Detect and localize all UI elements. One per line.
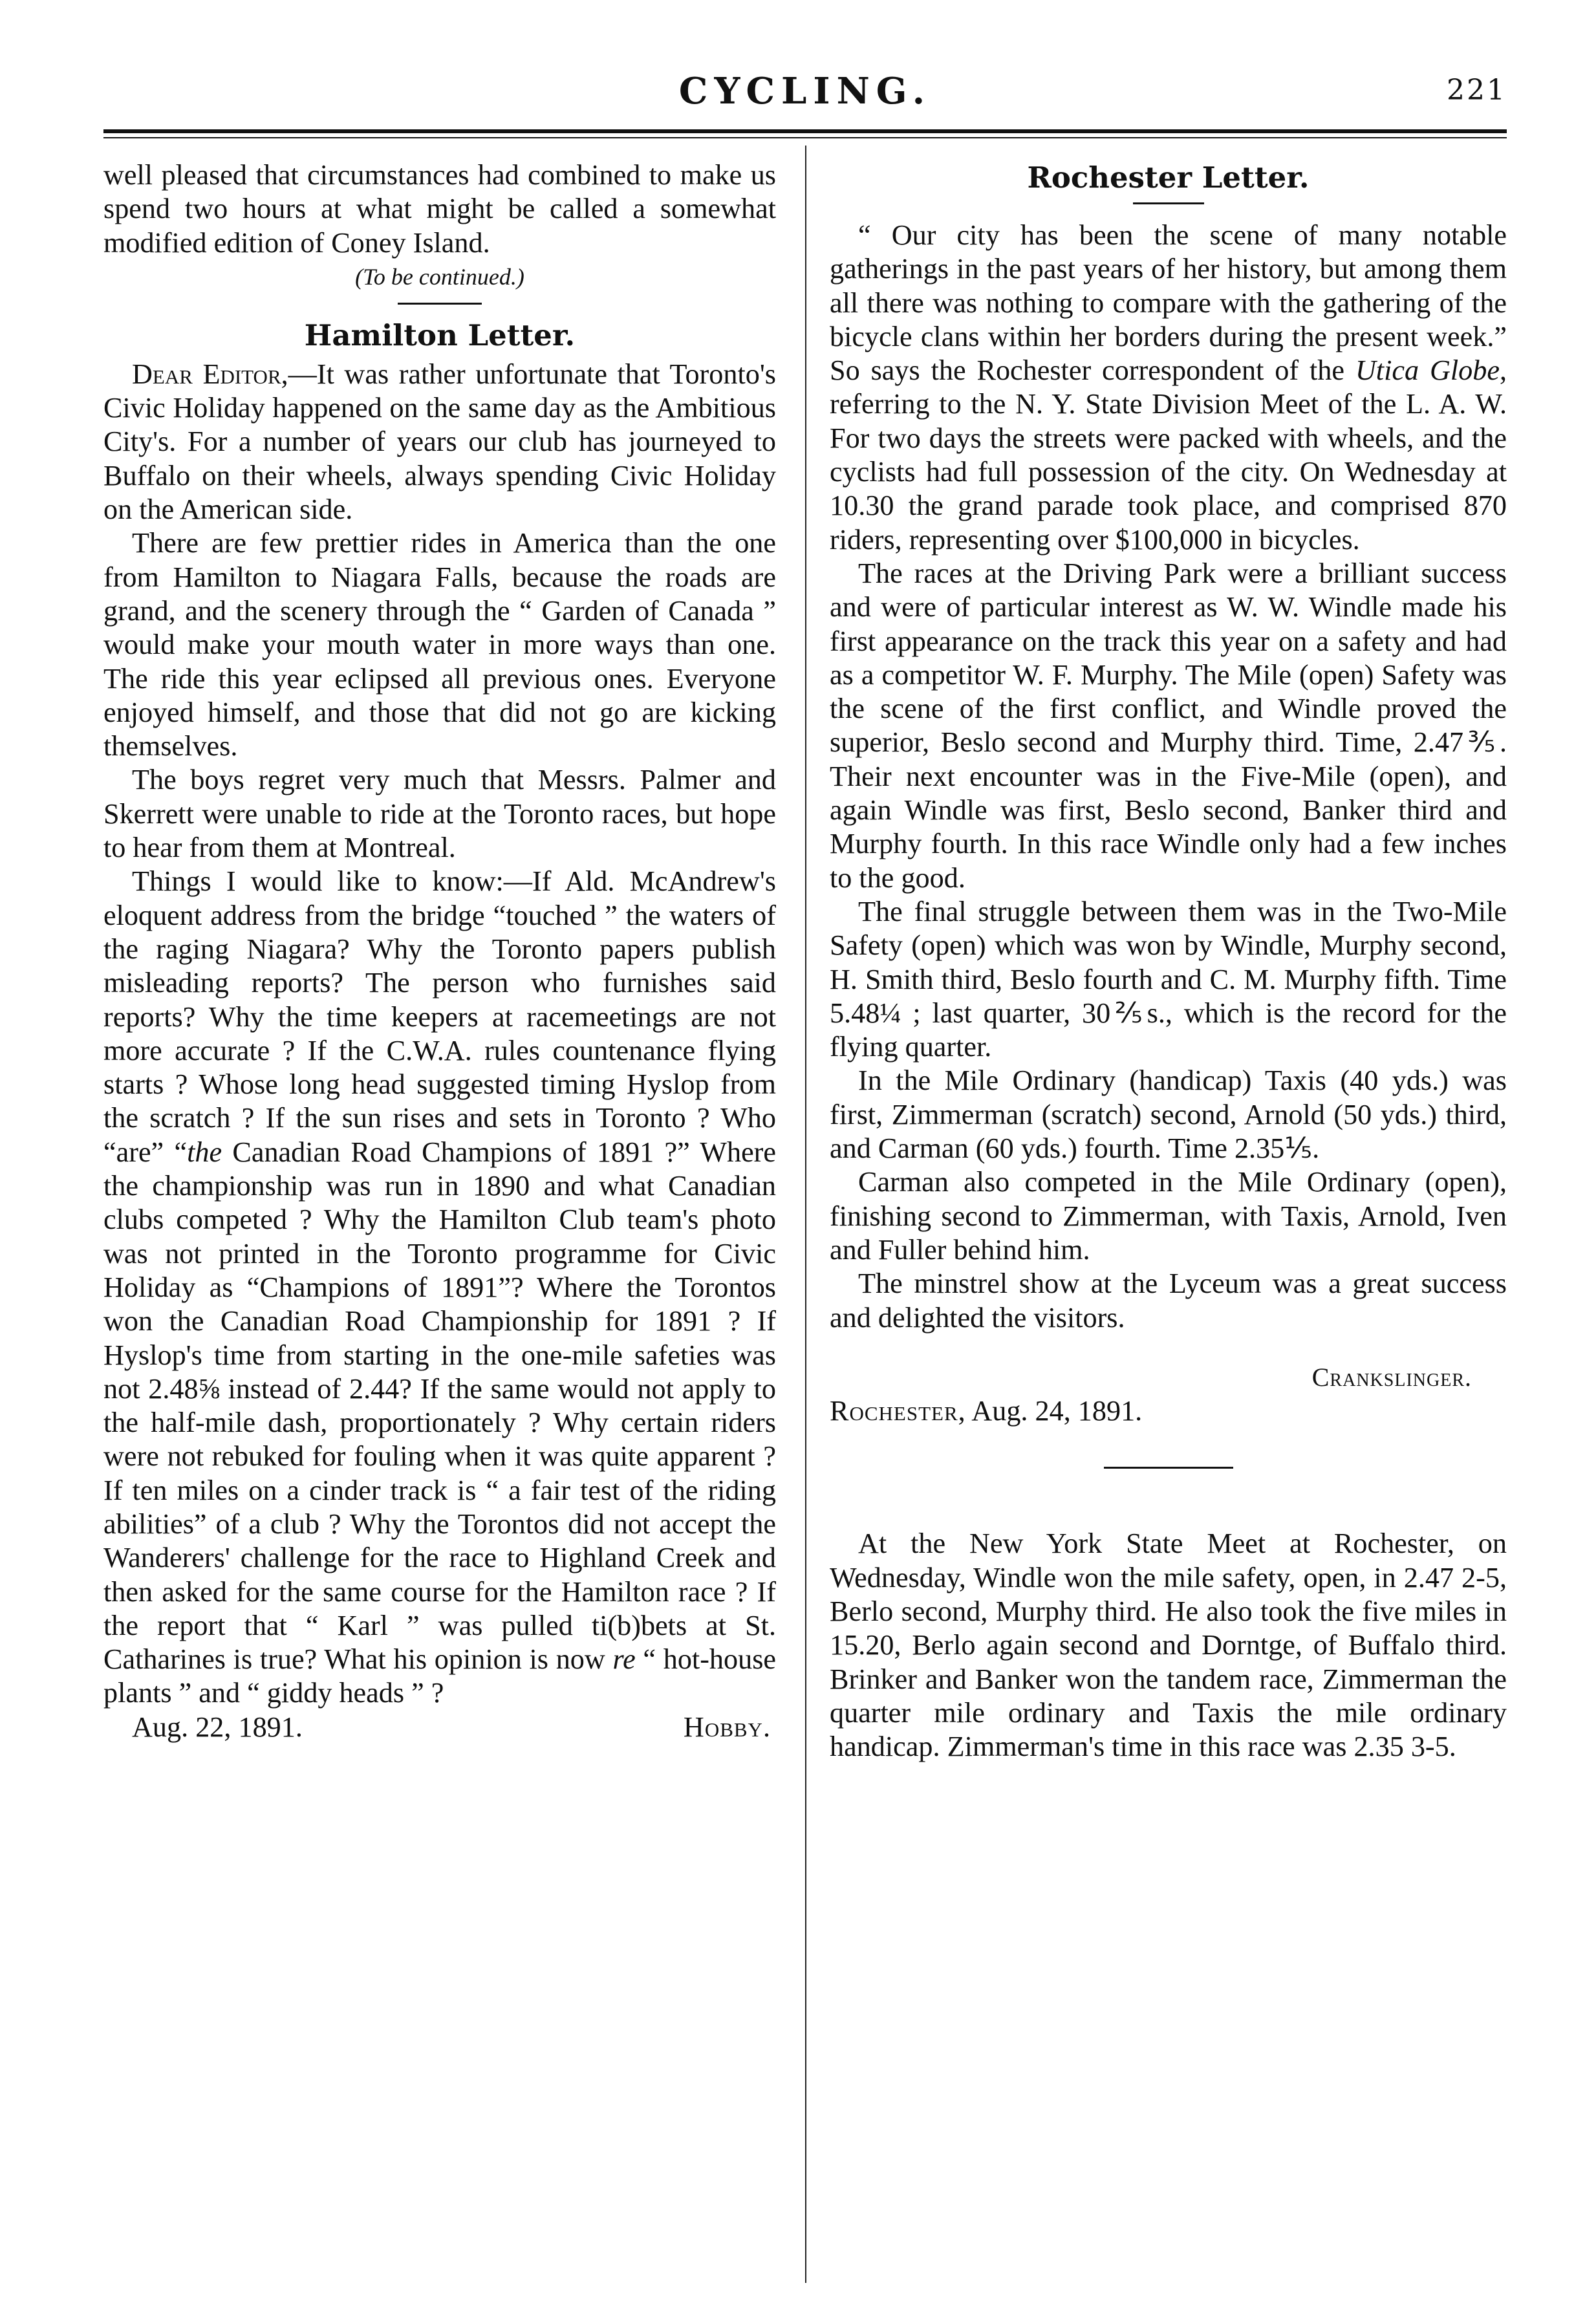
hamilton-paragraph-4-part-c: “ hot-house plants ” and “ giddy heads ” ? — [103, 1643, 776, 1709]
continued-paragraph: well pleased that circumstances had combined to make us spend two hours at what might be called a somewhat modified edition of Coney Island. — [103, 159, 776, 259]
column-divider — [805, 146, 806, 2283]
magazine-title: CYCLING. — [678, 70, 932, 113]
hamilton-paragraph-4-part-a: Things I would like to know:—If Ald. McAndrew's eloquent address from the bridge “touched ” the waters of the raging Niagara? Why the Toronto papers publish misleading reports? The person who furnishes said reports? Why the time keepers at racemeetings are not more accurate ? If the C.W.A. rules countenance flying starts ? Whose long head suggested timing Hyslop from the scratch ? If the sun rises and sets in Toronto ? Who “are” “ — [103, 865, 776, 1168]
header-rule-thin — [103, 137, 1507, 138]
rochester-signature: Crankslinger. — [1311, 1362, 1472, 1392]
hamilton-paragraph-1-text: —It was rather unfortunate that Toronto's Civic Holiday happened on the same day as the Ambitious City's. For a number of years our club has journeyed to Buffalo on their wheels, always spending Civic Holiday on the American side. — [103, 358, 776, 526]
hamilton-paragraph-4-part-b: Canadian Road Champions of 1891 ?” Where the championship was run in 1890 and what Canadian clubs competed ? Why the Hamilton Club team's photo was not printed in the Toronto programme for Civic Holiday as “Champions of 1891”? Where the Torontos won the Canadian Road Championship for 1891 ? If Hyslop's time from starting in the one-mile safeties was not 2.48⅝ instead of 2.44? If the same would not apply to the half-mile dash, proportionately ? Why certain riders were not rebuked for fouling when it was quite apparent ? If ten miles on a cinder track is “ a fair test of the riding abilities” of a club ? Why the Torontos did not accept the Wanderers' challenge for the race to Highland Creek and then asked for the same course for the Hamilton race ? If the report that “ Karl ” was pulled ti(b)bets at St. Catharines is true? What his opinion is now — [103, 1136, 777, 1676]
newspaper-title: Utica Globe — [1355, 354, 1500, 387]
hamilton-signature: Hobby. — [683, 1711, 771, 1743]
rochester-paragraph-1-part-b: , referring to the N. Y. State Division Meet of the L. A. W. For two days the streets were packed with wheels, and the cyclists had full possession of the city. On Wednesday at 10.30 the grand parade took place, and comprised 870 riders, representing over $100,000 in bicycles. — [830, 354, 1507, 556]
section-separator-long — [1104, 1467, 1233, 1469]
hamilton-paragraph-2: There are few prettier rides in America than the one from Hamilton to Niagara Falls, because the roads are grand, and the scenery through the “ Garden of Canada ” would make your mouth water in more ways than one. The ride this year eclipsed all previous ones. Everyone enjoyed himself, and those that did not go are kicking themselves. — [103, 527, 776, 762]
rochester-paragraph-6: The minstrel show at the Lyceum was a great success and delighted the visitors. — [830, 1268, 1507, 1334]
section-separator — [398, 303, 482, 305]
salutation: Dear Editor, — [132, 358, 288, 390]
state-meet-note: At the New York State Meet at Rochester, on Wednesday, Windle won the mile safety, open, in 2.47 2-5, Berlo second, Murphy third. He also took the five miles in 15.20, Berlo again second and Dorntge, of Buffalo third. Brinker and Banker won the tandem race, Zimmerman the quarter mile ordinary and Taxis the mile ordinary handicap. Zimmerman's time in this race was 2.35 3-5. — [830, 1528, 1507, 1763]
right-column — [830, 158, 1507, 1764]
hamilton-letter-heading: Hamilton Letter. — [304, 318, 576, 352]
dateline-date: Aug. 24, 1891. — [965, 1395, 1143, 1427]
left-column — [103, 158, 776, 1744]
hamilton-paragraph-4-italic-the: the — [187, 1136, 222, 1168]
rochester-paragraph-5: Carman also competed in the Mile Ordinary (open), finishing second to Zimmerman, with Taxis, Arnold, Iven and Fuller behind him. — [830, 1166, 1507, 1266]
rochester-paragraph-1-part-a: “ Our city has been the scene of many notable gatherings in the past years of her history, but among them all there was nothing to compare with the gathering of the bicycle clans within her borders during the present week.” So says the Rochester correspondent of the — [830, 219, 1507, 387]
page-number: 221 — [1447, 74, 1507, 107]
hamilton-paragraph-1 — [103, 358, 776, 526]
rochester-paragraph-3: The final struggle between them was in the Two-Mile Safety (open) which was won by Windle, Murphy second, H. Smith third, Beslo fourth and C. M. Murphy fifth. Time 5.48¼ ; last quarter, 30⅖s., which is the record for the flying quarter. — [830, 895, 1507, 1063]
to-be-continued-note: (To be continued.) — [355, 263, 524, 290]
hamilton-paragraph-3: The boys regret very much that Messrs. Palmer and Skerrett were unable to ride at the Toronto races, but hope to hear from them at Montreal. — [103, 764, 776, 864]
rochester-letter-heading: Rochester Letter. — [1027, 160, 1310, 195]
running-head — [103, 58, 1507, 129]
hamilton-signoff — [103, 1711, 776, 1744]
header-rule — [103, 129, 1507, 133]
rochester-paragraph-1 — [830, 219, 1507, 557]
rochester-paragraph-4: In the Mile Ordinary (handicap) Taxis (40 yds.) was first, Zimmerman (scratch) second, Arnold (50 yds.) third, and Carman (60 yds.) fourth. Time 2.35⅕. — [830, 1064, 1507, 1165]
heading-rule — [1133, 202, 1204, 204]
rochester-dateline — [830, 1394, 1507, 1428]
rochester-paragraph-2: The races at the Driving Park were a brilliant success and were of particular interest as W. W. Windle made his first appearance on the track this year on a safety and had as a competitor W. F. Murphy. The Mile (open) Safety was the scene of the first conflict, and Windle proved the superior, Beslo second and Murphy third. Time, 2.47⅗. Their next encounter was in the Five-Mile (open), and again Windle was first, Beslo second, Banker third and Murphy fourth. In this race Windle only had a few inches to the good. — [830, 557, 1507, 894]
dateline-place: Rochester, — [830, 1395, 966, 1427]
hamilton-letter-date: Aug. 22, 1891. — [132, 1711, 303, 1743]
hamilton-paragraph-4-italic-re: re — [612, 1643, 636, 1676]
hamilton-paragraph-4 — [103, 865, 776, 1710]
